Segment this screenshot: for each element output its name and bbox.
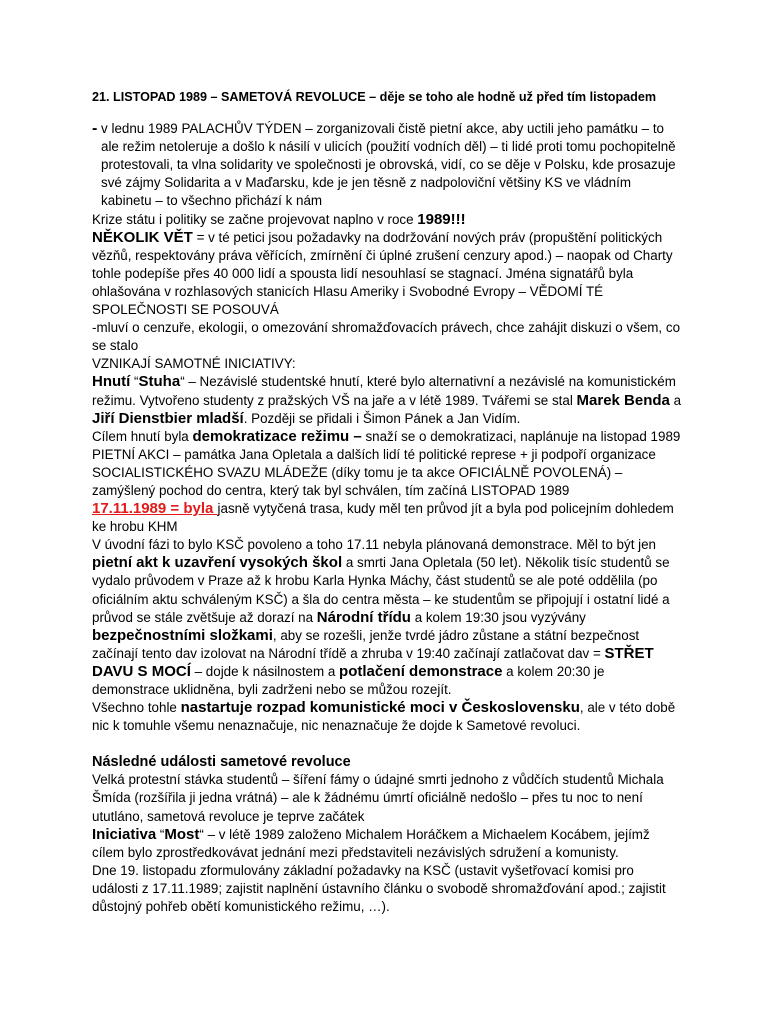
most-name: Most (164, 825, 200, 843)
paragraph-date (92, 500, 682, 536)
most-text: “ – v létě 1989 založeno Michalem Horáčkem a Michaelem Kocábem, jejímž cílem bylo zprostředkovávat jednání mezi představiteli nezávislých sdružení a komunisty. (92, 826, 650, 860)
cil-text-1: Cílem hnutí byla (92, 428, 193, 444)
faze-bold-3: bezpečnostními složkami (92, 626, 273, 644)
faze-text-2: a smrti Jana Opletala (50 let). Několik tisíc studentů se vydalo průvodem v Praze až k hrobu Karla Hynka Máchy, část studentů se ale poté oddělila (po oficiálním aktu schváleným KSČ) a šla do centra města – ke studentům se připojují i ostatní lidé a průvod se stále zvětšuje až dorazí na (92, 555, 670, 625)
crisis-year: 1989!!! (417, 210, 466, 228)
stuha-text-2: a (669, 392, 682, 408)
paragraph-vsechno (92, 699, 682, 735)
stuha-label: Hnutí (92, 373, 131, 391)
vsechno-text-1: Všechno tohle (92, 700, 181, 716)
faze-bold-1: pietní akt k uzavření vysokých škol (92, 554, 343, 572)
most-label: Iniciativa (92, 825, 157, 843)
document-title: 21. LISTOPAD 1989 – SAMETOVÁ REVOLUCE – děje se toho ale hodně už před tím listopadem (92, 90, 657, 104)
paragraph-nekolik-vet (92, 229, 682, 319)
faze-bold-5: potlačení demonstrace (339, 662, 503, 680)
stuha-text-3: . Později se přidali i Šimon Pánek a Jan Vidím. (243, 410, 521, 426)
vsechno-bold-1: nastartuje rozpad komunistické moci v Československu (180, 699, 580, 717)
faze-text-3: a kolem 19:30 jsou vyzývány (410, 609, 586, 625)
date-text: jasně vytyčená trasa, kudy měl ten průvod jít a byla pod policejním dohledem ke hrobu KHM (92, 501, 674, 535)
paragraph-most (92, 826, 682, 862)
faze-bold-2: Národní třídu (316, 608, 411, 626)
date-highlight: 17.11.1989 = byla (92, 500, 218, 518)
name-jiri-dienstbier: Jiří Dienstbier mladší (92, 409, 244, 427)
paragraph-vznikaji: VZNIKAJÍ SAMOTNÉ INICIATIVY: (92, 356, 296, 372)
stuha-quote: “ (130, 374, 139, 390)
vsechno-text-2: , ale v této době nic k tomuhle všemu nenaznačuje, nic nenaznačuje že dojde k Sametové revoluci. (92, 700, 676, 734)
paragraph-stuha (92, 373, 682, 427)
name-marek-benda: Marek Benda (576, 391, 670, 409)
bullet-dash: - (92, 120, 98, 138)
cil-bold-1: demokratizace režimu – (192, 427, 362, 445)
document-page (92, 88, 682, 916)
section-heading: Následné události sametové revoluce (92, 754, 351, 771)
faze-text-5: – dojde k násilnostem a (190, 663, 340, 679)
paragraph-stavka: Velká protestní stávka studentů – šíření fámy o údajné smrti jednoho z vůdčích studentů Michala Šmída (rozšířila ji jedna vrátná) – ale k žádnému úmrtí oficiálně nedošlo – přes tu noc to není ututláno, sametová revoluce je teprve začátek (92, 772, 664, 824)
paragraph-palach (92, 120, 682, 210)
paragraph-faze (92, 536, 682, 699)
paragraph-den19: Dne 19. listopadu zformulovány základní požadavky na KSČ (ustavit vyšetřovací komisi pro události z 17.11.1989; zajistit naplnění ústavního článku o svobodě shromažďování apod.; zajistit důstojný pohřeb obětí komunistického režimu, …). (92, 862, 666, 915)
paragraph-crisis (92, 211, 682, 229)
faze-text-6: a kolem 20:30 je demonstrace uklidněna, byli zadrženi nebo se můžou rozejít. (92, 663, 605, 697)
stuha-name: Stuha (138, 373, 181, 391)
faze-text-4: , aby se rozešli, jenže tvrdé jádro zůstane a státní bezpečnost začínají tento dav izolovat na Národní třídě a zhruba v 19:40 začínají zatlačovat dav = (92, 627, 640, 661)
faze-text-1: V úvodní fázi to bylo KSČ povoleno a toho 17.11 nebyla plánovaná demonstrace. Měl to být jen (92, 537, 657, 553)
stuha-text-1: “ – Nezávislé studentské hnutí, které bylo alternativní a nezávislé na komunistickém režimu. Vytvořeno studenty z pražských VŠ na jaře a v létě 1989. Tvářemi se stal (92, 374, 676, 408)
nekolik-vet-text: = v té petici jsou požadavky na dodržování nových práv (propuštění politických vězňů, respektovány práva věřících, zmírnění či úplné zrušení cenzury apod.) – naopak od Charty tohle podepíše přes 40 000 lidí a spousta lidí nesouhlasí se stagnací. Jména signatářů byla ohlašována v rozhlasových stanicích Hlasu Ameriky i Svobodné Evropy – VĚDOMÍ TÉ SPOLEČNOSTI SE POSOUVÁ (92, 229, 673, 318)
paragraph-cil (92, 428, 682, 500)
palach-text: v lednu 1989 PALACHŮV TÝDEN – zorganizovali čistě pietní akce, aby uctili jeho památku – to ale režim netoleruje a došlo k násilí v ulicích (použití vodních děl) – ti lidé proti tomu pochopitelně protestovali, ta vlna solidarity ve společnosti je obrovská, vidí, co se děje v Polsku, kde prosazuje své zájmy Solidarita a v Maďarsku, kde je jen těsně z nadpoloviční většiny KS ve vládním kabinetu – to všechno přichází k nám (97, 121, 676, 209)
nekolik-vet-heading: NĚKOLIK VĚT (92, 228, 193, 246)
crisis-text: Krize státu i politiky se začne projevovat naplno v roce (92, 211, 418, 227)
paragraph-mluvi: -mluví o cenzuře, ekologii, o omezování shromažďovacích právech, chce zahájit diskuzi o všem, co se stalo (92, 320, 681, 354)
most-quote: “ (156, 826, 165, 842)
faze-bold-4: STŘET DAVU S MOCÍ (92, 644, 654, 680)
cil-text-2: snaží se o demokratizaci, naplánuje na listopad 1989 PIETNÍ AKCI – památka Jana Opletala a dalších lidí té politické represe + ji podpoří organizace SOCIALISTICKÉHO SVAZU MLÁDEŽE (díky tomu je ta akce OFICIÁLNĚ POVOLENÁ) – zamýšlený pochod do centra, který tak byl schválen, tím začíná LISTOPAD 1989 (92, 428, 681, 498)
